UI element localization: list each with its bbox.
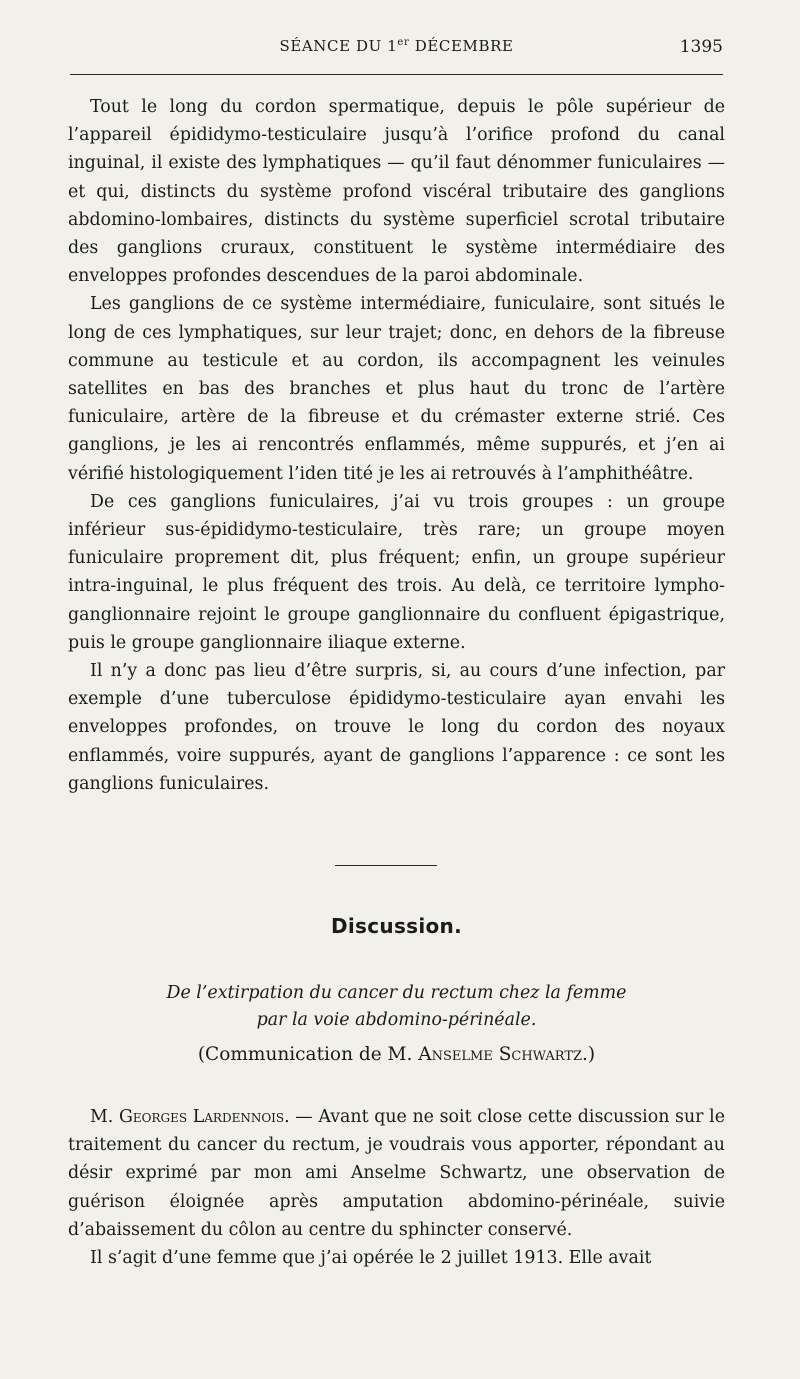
running-title-text-end: DÉCEMBRE bbox=[409, 37, 514, 55]
subtitle-line: par la voie abdomino-périnéale. bbox=[256, 1010, 537, 1030]
communication-text-end: .) bbox=[582, 1044, 596, 1065]
header-rule bbox=[70, 74, 723, 75]
section-title: Discussion. bbox=[331, 914, 462, 938]
paragraph: De ces ganglions funiculaires, j’ai vu trois groupes : un groupe inférieur sus-épididymo-testiculaire, très rare; un groupe moyen funiculaire proprement dit, plus fréquent; enfin, un groupe supérieur intra-inguinal, le plus fréquent des trois. Au delà, ce territoire lympho-ganglionnaire rejoint le groupe ganglionnaire du confluent épigastrique, puis le groupe ganglionnaire iliaque externe. bbox=[68, 491, 725, 653]
page-number: 1395 bbox=[679, 37, 723, 57]
subtitle-line: De l’extirpation du cancer du rectum chez la femme bbox=[166, 983, 627, 1003]
paragraph-text: — Avant que ne soit close cette discussion sur le traitement du cancer du rectum, je voudrais vous apporter, répondant au désir exprimé par mon ami Anselme Schwartz, une observation de guérison éloignée après amputation abdomino-périnéale, suivie d’abaissement du côlon au centre du sphincter conservé. bbox=[68, 1107, 725, 1240]
body-text-top bbox=[68, 93, 725, 798]
body-text-bottom bbox=[68, 1103, 725, 1272]
paragraph: Tout le long du cordon spermatique, depuis le pôle supérieur de l’appareil épididymo-testiculaire jusqu’à l’orifice profond du canal inguinal, il existe des lymphatiques — qu’il faut dénommer funiculaires — et qui, distincts du système profond viscéral tributaire des ganglions abdomino-lombaires, distincts du système superficiel scrotal tributaire des ganglions cruraux, constituent le système intermédiaire des enveloppes profondes descendues de la paroi abdominale. bbox=[68, 97, 725, 287]
running-head bbox=[68, 37, 725, 61]
paragraph: Il s’agit d’une femme que j’ai opérée le 2 juillet 1913. Elle avait bbox=[90, 1248, 652, 1269]
running-title-text: SÉANCE DU 1 bbox=[279, 37, 398, 55]
paragraph: Les ganglions de ce système intermédiaire, funiculaire, sont situés le long de ces lymphatiques, sur leur trajet; donc, en dehors de la fibreuse commune au testicule et au cordon, ils accompagnent les veinules satellites en bas des branches et plus haut du tronc de l’artère funiculaire, artère de la fibreuse et du crémaster externe strié. Ces ganglions, je les ai rencontrés enflammés, même suppurés, et j’en ai vérifié histologiquement l’iden tité je les ai retrouvés à l’amphithéâtre. bbox=[68, 294, 725, 484]
speaker-name: M. Georges Lardennois. bbox=[90, 1107, 290, 1127]
communication-note bbox=[68, 1044, 725, 1065]
paragraph bbox=[68, 1103, 725, 1244]
communication-text: (Communication de M. bbox=[197, 1044, 419, 1065]
page bbox=[68, 0, 725, 1379]
section-separator-rule bbox=[335, 865, 437, 866]
communication-author: Anselme Schwartz bbox=[418, 1044, 583, 1065]
paragraph: Il n’y a donc pas lieu d’être surpris, si, au cours d’une infection, par exemple d’une tuberculose épididymo-testiculaire ayan envahi les enveloppes profondes, on trouve le long du cordon des noyaux enflammés, voire suppurés, ayant de ganglions l’apparence : ce sont les ganglions funiculaires. bbox=[68, 661, 725, 794]
discussion-subtitle bbox=[68, 980, 725, 1034]
running-title-superscript: er bbox=[397, 37, 410, 48]
running-title bbox=[68, 37, 725, 55]
